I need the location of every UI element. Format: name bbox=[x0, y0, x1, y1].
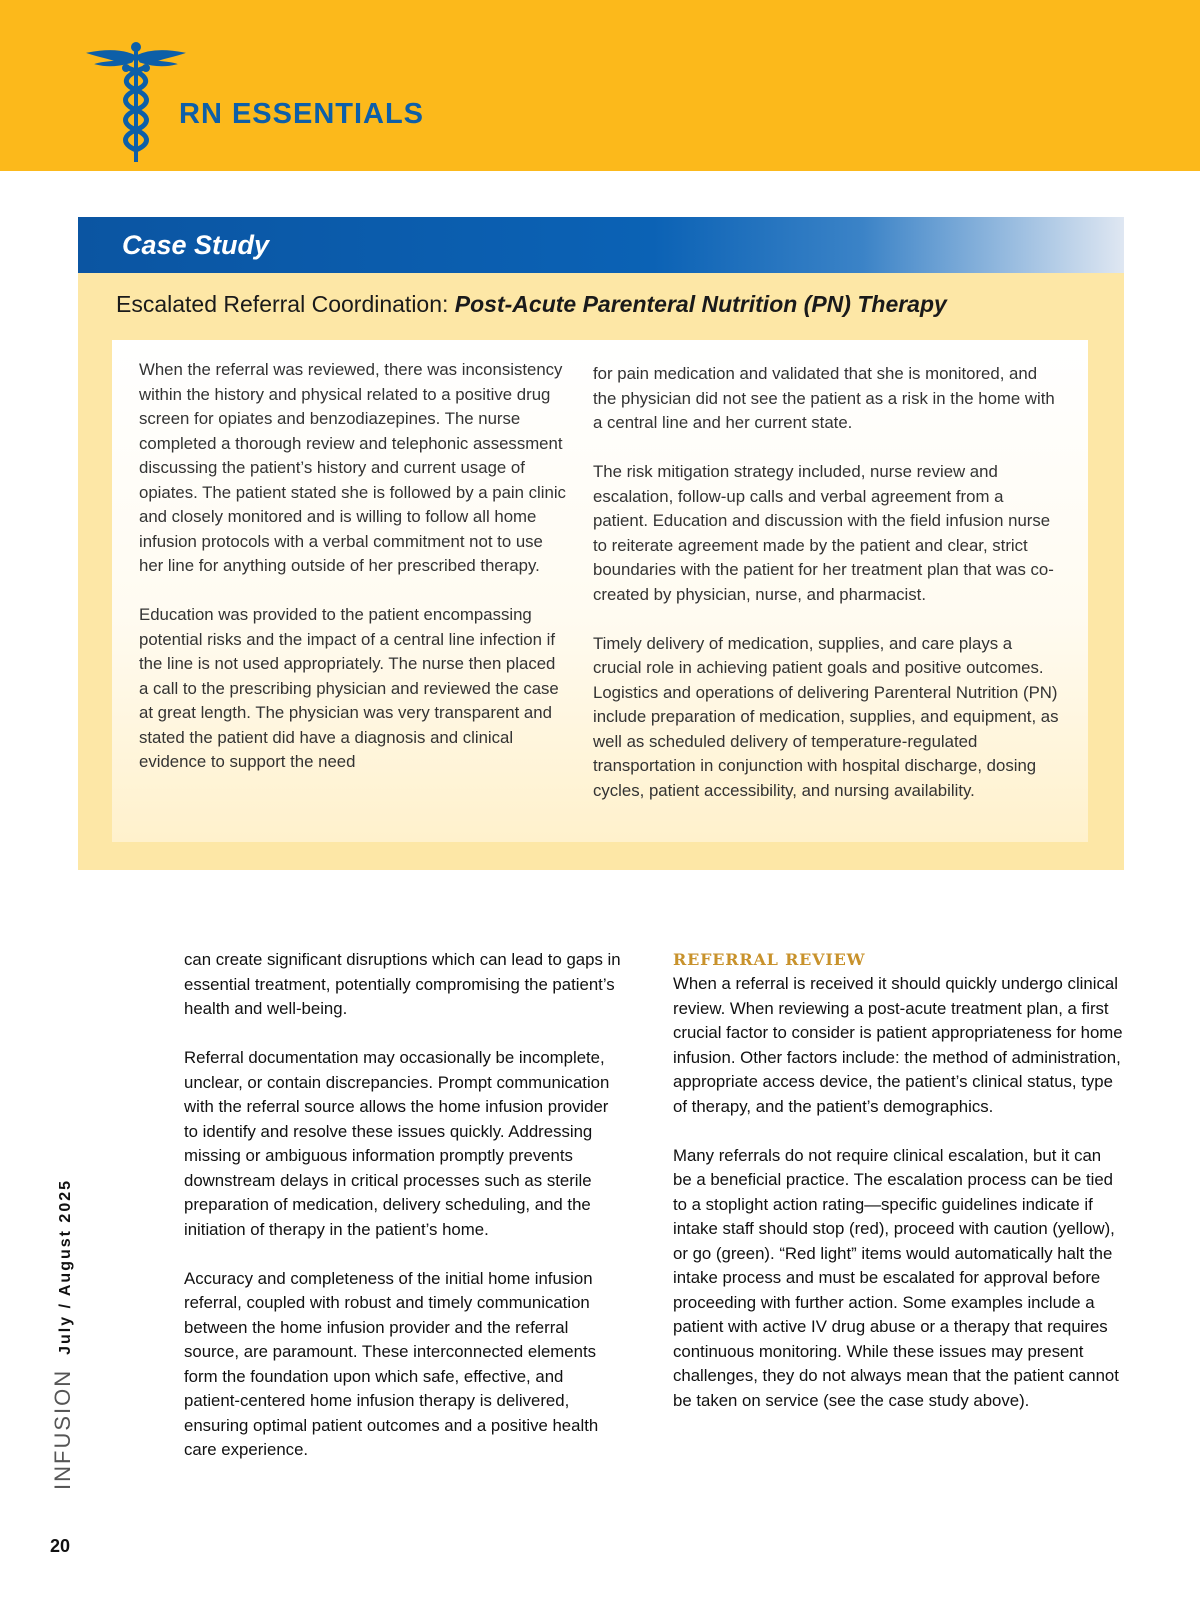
case-study-label: Case Study bbox=[122, 230, 270, 260]
section-title: RN ESSENTIALS bbox=[179, 98, 425, 130]
case-paragraph: for pain medication and validated that she is monitored, and the physician did not see the patient as a risk in the home with a central line and her current state. bbox=[593, 364, 1055, 432]
issue-date: July / August 2025 bbox=[57, 1178, 74, 1355]
article-paragraph: Accuracy and completeness of the initial home infusion referral, coupled with robust and timely communication between the home infusion provider and the referral source, are paramount. These interconnected elements form the foundation upon which safe, effective, and patient-centered home infusion therapy is delivered, ensuring optimal patient outcomes and a positive health care experience. bbox=[184, 1268, 599, 1459]
article-paragraph: Referral documentation may occasionally be incomplete, unclear, or contain discrepancies. Prompt communication with the referral source allows the home infusion provider to identify and resolve these issues quickly. Addressing missing or ambiguous information promptly prevents downstream delays in critical processes such as sterile preparation of medication, delivery scheduling, and the initiation of therapy in the patient’s home. bbox=[184, 1048, 610, 1239]
referral-review-heading: REFERRAL REVIEW bbox=[673, 950, 866, 969]
side-running-footer bbox=[50, 1179, 76, 1490]
article-paragraph: When a referral is received it should quickly undergo clinical review. When reviewing a post-acute treatment plan, a first crucial factor to consider is patient appropriateness for home infusion. Other factors include: the method of administration, appropriate access device, the patient’s clinical status, type of therapy, and the patient’s demographics. bbox=[673, 974, 1123, 1116]
caduceus-icon bbox=[86, 40, 186, 164]
case-study-banner bbox=[78, 217, 1124, 273]
article-left-column bbox=[184, 948, 624, 1487]
article-right-column bbox=[673, 948, 1123, 1438]
case-study-right-column bbox=[593, 362, 1063, 828]
case-paragraph: Timely delivery of medication, supplies, and care plays a crucial role in achieving patient goals and positive outcomes. Logistics and operations of delivering Parenteral Nutrition (PN) include preparation of medication, supplies, and equipment, as well as scheduled delivery of temperature-regulated transportation in conjunction with hospital discharge, dosing cycles, patient accessibility, and nursing availability. bbox=[593, 633, 1059, 800]
case-study-heading-plain: Escalated Referral Coordination: bbox=[116, 291, 455, 317]
case-study-box bbox=[78, 217, 1124, 870]
page-number: 20 bbox=[50, 1536, 71, 1556]
case-paragraph: The risk mitigation strategy included, nurse review and escalation, follow-up calls and verbal agreement from a patient. Education and discussion with the field infusion nurse to reiterate agreement made by the patient and clear, strict boundaries with the patient for her treatment plan that was co-created by physician, nurse, and pharmacist. bbox=[593, 462, 1054, 604]
case-study-heading-emphasis: Post-Acute Parenteral Nutrition (PN) Therapy bbox=[454, 291, 947, 317]
article-paragraph: can create significant disruptions which can lead to gaps in essential treatment, potentially compromising the patient’s health and well-being. bbox=[184, 950, 621, 1018]
case-study-left-column bbox=[139, 358, 569, 799]
case-study-heading bbox=[116, 291, 1096, 318]
case-paragraph: When the referral was reviewed, there was inconsistency within the history and physical related to a positive drug screen for opiates and benzodiazepines. The nurse completed a thorough review and telephonic assessment discussing the patient’s history and current usage of opiates. The patient stated she is followed by a pain clinic and closely monitored and is willing to follow all home infusion protocols with a verbal commitment not to use her line for anything outside of her prescribed therapy. bbox=[139, 360, 566, 575]
magazine-brand: INFUSION bbox=[50, 1368, 75, 1490]
case-paragraph: Education was provided to the patient encompassing potential risks and the impact of a central line infection if the line is not used appropriately. The nurse then placed a call to the prescribing physician and reviewed the case at great length. The physician was very transparent and stated the patient did have a diagnosis and clinical evidence to support the need bbox=[139, 605, 559, 771]
case-study-body bbox=[112, 340, 1088, 842]
header-band bbox=[0, 0, 1200, 171]
article-paragraph: Many referrals do not require clinical escalation, but it can be a beneficial practice. The escalation process can be tied to a stoplight action rating—specific guidelines indicate if intake staff should stop (red), proceed with caution (yellow), or go (green). “Red light” items would automatically halt the intake process and must be escalated for approval before proceeding with further action. Some examples include a patient with active IV drug abuse or a therapy that requires continuous monitoring. While these issues may present challenges, they do not always mean that the patient cannot be taken on service (see the case study above). bbox=[673, 1145, 1119, 1410]
